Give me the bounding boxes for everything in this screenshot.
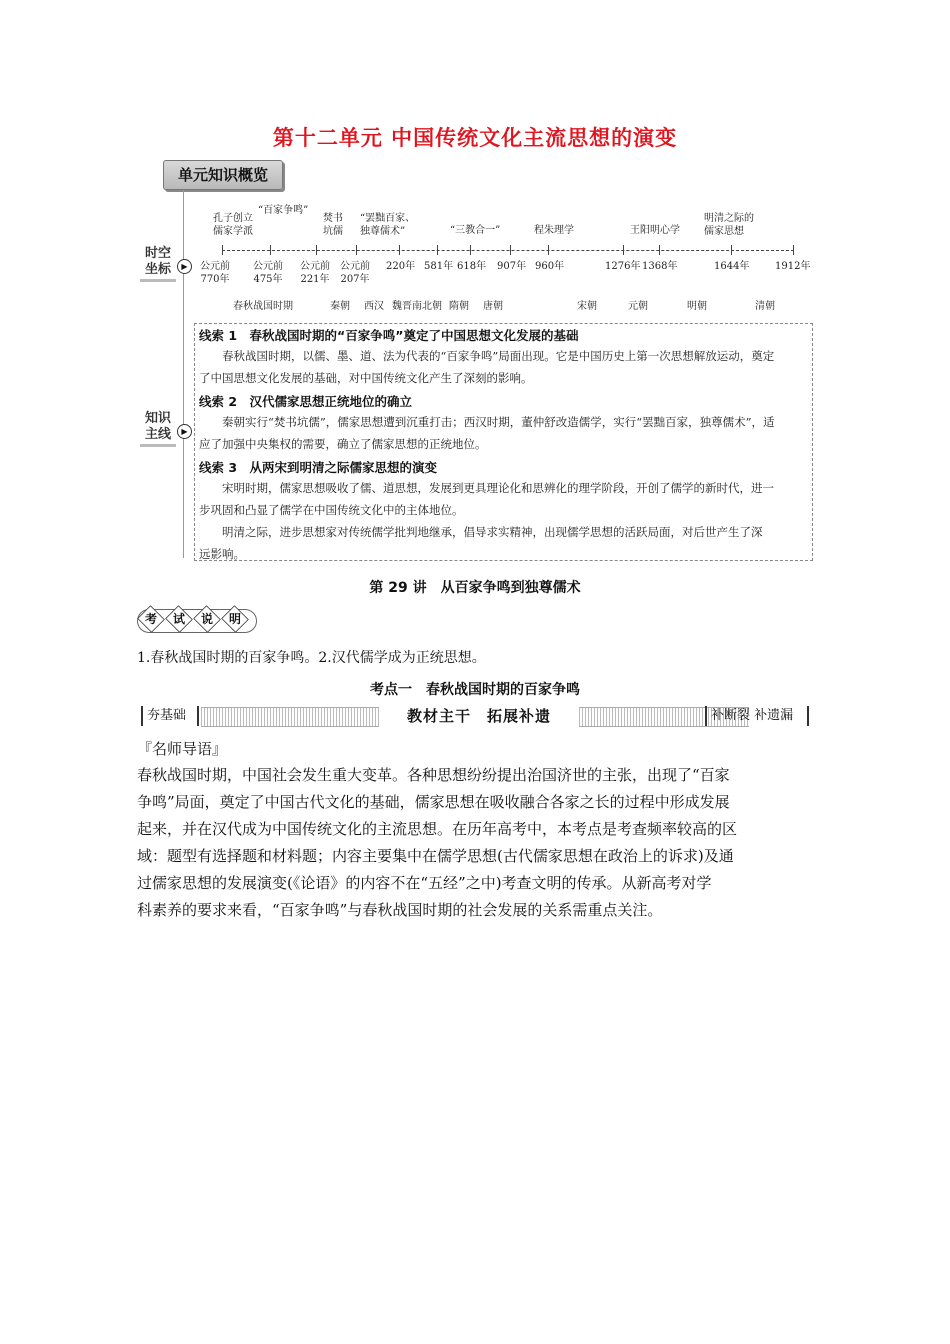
timeline-year (300, 260, 330, 286)
event-line: 独尊儒术” (360, 226, 406, 237)
timeline-tick (793, 245, 794, 255)
exam-badge-text: 考 (144, 612, 157, 626)
banner-bar (197, 706, 199, 726)
dynasty-label: 元朝 (628, 301, 648, 312)
clue-heading: 线索 3 从两宋到明清之际儒家思想的演变 (199, 460, 438, 475)
timeline-event (258, 204, 308, 217)
clue-body (199, 411, 775, 455)
dynasty-label: 春秋战国时期 (233, 301, 293, 312)
clue-line: 远影响。 (199, 547, 245, 561)
timeline-tick (548, 245, 549, 255)
exam-badge-char (221, 605, 249, 633)
lecture-title: 第 29 讲 从百家争鸣到独尊儒术 (369, 580, 581, 596)
timeline-tick (623, 245, 624, 255)
play-arrow-icon: ▶ (177, 424, 192, 439)
banner-bar (705, 706, 707, 726)
side-label-timeline (143, 246, 173, 278)
side-label-line: 主线 (144, 427, 171, 442)
overview-tab: 单元知识概览 (163, 160, 283, 190)
timeline-event (323, 212, 343, 238)
dynasty-label: 魏晋南北朝 (392, 301, 442, 312)
exam-badge-char (165, 605, 193, 633)
year-line: 公元前 (253, 261, 283, 272)
year-line: 207年 (340, 274, 370, 285)
timeline-tick (356, 245, 357, 255)
timeline-year: 618年 (457, 261, 487, 272)
year-line: 公元前 (200, 261, 230, 272)
exam-badge-char (193, 605, 221, 633)
timeline-tick (316, 245, 317, 255)
clue-heading: 线索 1 春秋战国时期的“百家争鸣”奠定了中国思想文化发展的基础 (199, 328, 579, 343)
exam-badge (137, 607, 249, 633)
side-label-line: 时空 (144, 246, 171, 261)
dynasty-label: 宋朝 (577, 301, 597, 312)
event-line: “百家争鸣” (258, 205, 309, 216)
clue-line: 春秋战国时期，以儒、墨、道、法为代表的“百家争鸣”局面出现。它是中国历史上第一次思想解放运动，奠定 (199, 349, 775, 363)
dynasty-label: 秦朝 (330, 301, 350, 312)
timeline-event (534, 224, 574, 237)
banner-bar (141, 706, 143, 726)
timeline-year: 220年 (386, 261, 416, 272)
guide-line: 域：题型有选择题和材料题；内容主要集中在儒学思想(古代儒家思想在政治上的诉求)及通 (137, 847, 734, 865)
timeline-tick (270, 245, 271, 255)
clue-line: 宋明时期，儒家思想吸收了儒、道思想，发展到更具理论化和思辨化的理学阶段，开创了儒学的新时代，进一 (199, 481, 774, 495)
clue-line: 应了加强中央集权的需要，确立了儒家思想的正统地位。 (199, 437, 487, 451)
timeline-tick (510, 245, 511, 255)
guide-line: 争鸣”局面，奠定了中国古代文化的基础，儒家思想在吸收融合各家之长的过程中形成发展 (137, 793, 730, 811)
event-line: 儒家思想 (704, 226, 744, 237)
banner-left: 夯基础 (147, 708, 187, 723)
exam-text: 1.春秋战国时期的百家争鸣。2.汉代儒学成为正统思想。 (137, 650, 486, 666)
timeline-tick (659, 245, 660, 255)
timeline-tick (399, 245, 400, 255)
guide-paragraph (137, 762, 817, 924)
year-line: 770年 (200, 274, 230, 285)
dynasty-label: 隋朝 (449, 301, 469, 312)
event-line: “罢黜百家、 (360, 213, 416, 224)
event-line: 儒家学派 (213, 226, 253, 237)
guide-line: 科素养的要求来看，“百家争鸣”与春秋战国时期的社会发展的关系需重点关注。 (137, 901, 663, 919)
timeline-year (340, 260, 370, 286)
clue-line: 秦朝实行“焚书坑儒”，儒家思想遭到沉重打击；西汉时期，董仲舒改造儒学，实行“罢黜百家，独尊儒术”，适 (199, 415, 775, 429)
timeline-event (360, 212, 415, 238)
timeline-year: 1644年 (714, 261, 750, 272)
timeline-event (704, 212, 754, 238)
timeline-year (200, 260, 230, 286)
clue-body (199, 345, 774, 389)
clue-heading: 线索 2 汉代儒家思想正统地位的确立 (199, 394, 413, 409)
timeline-axis (222, 250, 794, 251)
timeline-year: 907年 (497, 261, 527, 272)
clue-line: 步巩固和凸显了儒学在中国传统文化中的主体地位。 (199, 503, 464, 517)
clue-line: 明清之际，进步思想家对传统儒学批判地继承，倡导求实精神，出现儒学思想的活跃局面，对后世产生了深 (199, 525, 763, 539)
timeline-year: 1368年 (642, 261, 678, 272)
timeline-event (630, 224, 680, 237)
clue-line: 了中国思想文化发展的基础，对中国传统文化产生了深刻的影响。 (199, 371, 533, 385)
timeline-year: 581年 (424, 261, 454, 272)
timeline-tick (731, 245, 732, 255)
event-line: 坑儒 (323, 226, 343, 237)
side-label-line: 知识 (144, 411, 171, 426)
year-line: 221年 (300, 274, 330, 285)
event-line: “三教合一” (450, 225, 501, 236)
timeline-tick (222, 245, 223, 255)
year-line: 公元前 (300, 261, 330, 272)
timeline-tick (437, 245, 438, 255)
keypoint-title: 考点一 春秋战国时期的百家争鸣 (370, 682, 580, 698)
banner-center: 教材主干 拓展补遗 (379, 703, 579, 729)
exam-badge-char (137, 605, 165, 633)
clue-body (199, 477, 774, 565)
dynasty-label: 西汉 (364, 301, 384, 312)
overview-vertical-line (183, 190, 184, 558)
unit-title: 第十二单元 中国传统文化主流思想的演变 (272, 126, 678, 150)
banner-bar (807, 706, 809, 726)
timeline-year (253, 260, 283, 286)
exam-badge-text: 说 (200, 612, 213, 626)
guide-label: 『名师导语』 (137, 740, 228, 758)
banner-right: 补断裂 补遗漏 (711, 708, 794, 723)
exam-badge-text: 明 (228, 612, 241, 626)
event-line: 焚书 (323, 213, 343, 224)
exam-badge-text: 试 (172, 612, 185, 626)
side-label-knowledge (143, 411, 173, 443)
event-line: 明清之际的 (704, 213, 754, 224)
timeline-year: 1912年 (775, 261, 811, 272)
timeline-year: 1276年 (605, 261, 641, 272)
event-line: 孔子创立 (213, 213, 253, 224)
timeline-tick (470, 245, 471, 255)
timeline-event (213, 212, 253, 238)
play-arrow-icon: ▶ (177, 259, 192, 274)
dynasty-label: 明朝 (687, 301, 707, 312)
timeline-year: 960年 (535, 261, 565, 272)
timeline-event (450, 224, 500, 237)
guide-line: 过儒家思想的发展演变(《论语》的内容不在“五经”之中)考查文明的传承。从新高考对学 (137, 874, 712, 892)
event-line: 程朱理学 (534, 225, 574, 236)
guide-line: 起来，并在汉代成为中国传统文化的主流思想。在历年高考中，本考点是考查频率较高的区 (137, 820, 738, 838)
guide-line: 春秋战国时期，中国社会发生重大变革。各种思想纷纷提出治国济世的主张，出现了“百家 (137, 766, 730, 784)
year-line: 475年 (253, 274, 283, 285)
event-line: 王阳明心学 (630, 225, 680, 236)
section-banner (141, 703, 811, 729)
dynasty-label: 清朝 (755, 301, 775, 312)
year-line: 公元前 (340, 261, 370, 272)
dynasty-label: 唐朝 (483, 301, 503, 312)
side-label-line: 坐标 (144, 262, 171, 277)
